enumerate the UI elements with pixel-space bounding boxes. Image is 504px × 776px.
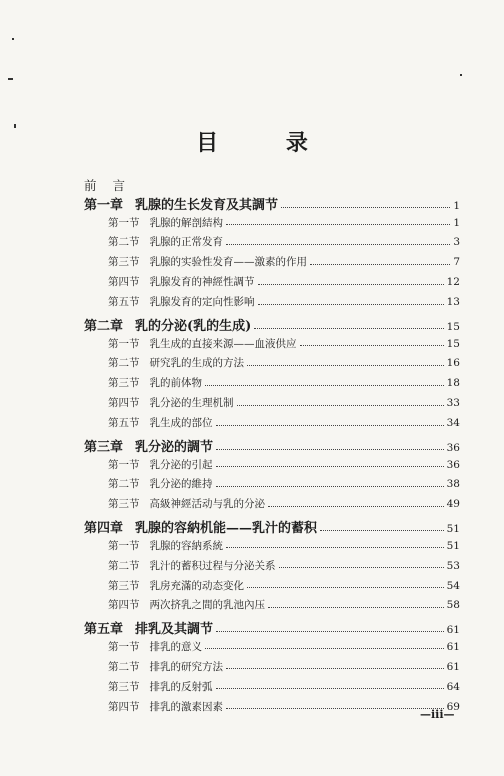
section-title: 乳生成的直接来源——血液供应: [149, 337, 297, 350]
section-page: 64: [446, 680, 460, 693]
section-number: 第一节: [108, 640, 140, 653]
section-number: 第一节: [108, 216, 140, 229]
section-title: 两次挤乳之間的乳池內压: [149, 599, 265, 612]
section-number: 第二节: [108, 559, 140, 572]
section-title: 排乳的反射弧: [149, 680, 213, 693]
toc-section-entry: [108, 336, 460, 351]
chapter-title: 排乳及其調节: [135, 622, 214, 638]
toc-section-entry: [108, 254, 460, 269]
section-page: 7: [453, 256, 460, 269]
chapter-page: 1: [453, 200, 460, 212]
leader-dots: [254, 318, 443, 328]
toc-section-entry: [108, 679, 460, 694]
toc-chapter-entry: [84, 517, 460, 536]
toc-section-entry: [108, 578, 460, 593]
section-number: 第二节: [108, 236, 140, 249]
toc-section-entry: [108, 234, 460, 249]
section-number: 第二节: [108, 357, 140, 370]
chapter-page: 15: [446, 321, 460, 333]
toc-section-entry: [108, 415, 460, 430]
leader-dots: [226, 661, 444, 669]
section-number: 第三节: [108, 579, 140, 592]
preface-entry: 前 言: [84, 178, 131, 193]
leader-dots: [216, 479, 444, 487]
toc-section-entry: [108, 496, 460, 511]
section-page: 34: [446, 417, 460, 430]
leader-dots: [268, 499, 444, 507]
section-page: 15: [446, 337, 460, 350]
toc-section-entry: [108, 558, 460, 573]
scan-speck: [8, 78, 13, 80]
leader-dots: [216, 439, 444, 449]
section-number: 第三节: [108, 498, 140, 511]
toc-section-entry: [108, 597, 460, 612]
toc-section-entry: [108, 274, 460, 289]
leader-dots: [226, 701, 444, 709]
section-page: 38: [446, 478, 460, 491]
section-number: 第四节: [108, 397, 140, 410]
section-title: 乳分泌的引起: [149, 458, 213, 471]
section-page: 51: [446, 539, 460, 552]
leader-dots: [258, 296, 444, 304]
leader-dots: [226, 540, 444, 548]
toc-section-entry: [108, 395, 460, 410]
section-title: 排乳的意义: [149, 640, 202, 653]
scan-speck: [460, 74, 462, 76]
toc-section-entry: [108, 476, 460, 491]
section-title: 乳腺的正常发育: [149, 236, 223, 249]
chapter-number: 第四章: [84, 521, 124, 537]
chapter-title: 乳腺的生长发育及其調节: [135, 198, 279, 213]
leader-dots: [320, 521, 444, 531]
section-title: 乳腺的容納系統: [149, 539, 223, 552]
section-title: 乳腺发育的定向性影响: [149, 296, 255, 309]
section-title: 乳腺的解剖結构: [149, 216, 223, 229]
leader-dots: [237, 398, 444, 406]
section-title: 高級神經活动与乳的分泌: [149, 498, 265, 511]
chapter-number: 第一章: [84, 198, 124, 213]
leader-dots: [226, 237, 450, 245]
toc-section-entry: [108, 294, 460, 309]
section-number: 第二节: [108, 660, 140, 673]
toc-chapter-entry: [84, 436, 460, 455]
toc-section-entry: [108, 538, 460, 553]
section-title: 乳房充滿的动态变化: [149, 579, 244, 592]
toc-chapter-entry: [84, 194, 460, 213]
section-title: 研究乳的生成的方法: [149, 357, 244, 370]
section-number: 第四节: [108, 599, 140, 612]
chapter-title: 乳的分泌(乳的生成): [135, 319, 252, 334]
leader-dots: [279, 560, 444, 568]
section-page: 49: [446, 498, 460, 511]
chapter-title: 乳分泌的調节: [135, 440, 214, 455]
toc-section-entry: [108, 215, 460, 230]
page-number: —iii—: [420, 708, 455, 721]
leader-dots: [216, 417, 444, 425]
toc-section-entry: [108, 355, 460, 370]
leader-dots: [258, 277, 444, 285]
chapter-number: 第二章: [84, 319, 124, 334]
scan-speck: [12, 38, 14, 40]
leader-dots: [216, 459, 444, 467]
section-page: 16: [446, 357, 460, 370]
toc-section-entry: [108, 699, 460, 714]
section-title: 乳腺的实验性发育——激素的作用: [149, 256, 307, 269]
section-number: 第一节: [108, 458, 140, 471]
chapter-title: 乳腺的容納机能——乳汁的蓄积: [135, 521, 318, 537]
section-title: 乳腺发育的神經性調节: [149, 276, 255, 289]
leader-dots: [300, 338, 444, 346]
chapter-page: 61: [446, 624, 460, 637]
section-page: 36: [446, 458, 460, 471]
section-page: 53: [446, 559, 460, 572]
section-page: 13: [446, 296, 460, 309]
section-title: 乳分泌的維持: [149, 478, 213, 491]
leader-dots: [205, 641, 444, 649]
section-page: 33: [446, 397, 460, 410]
leader-dots: [268, 600, 444, 608]
section-number: 第一节: [108, 539, 140, 552]
section-page: 3: [453, 236, 460, 249]
section-title: 排乳的研究方法: [149, 660, 223, 673]
section-number: 第五节: [108, 417, 140, 430]
chapter-page: 36: [446, 442, 460, 454]
toc-title: 目 录: [196, 130, 338, 156]
section-title: 乳的前体物: [149, 377, 202, 390]
section-number: 第三节: [108, 377, 140, 390]
section-title: 乳生成的部位: [149, 417, 213, 430]
section-number: 第一节: [108, 337, 140, 350]
section-page: 61: [446, 660, 460, 673]
leader-dots: [310, 257, 450, 265]
chapter-number: 第三章: [84, 440, 124, 455]
section-page: 69: [446, 700, 460, 713]
section-number: 第三节: [108, 256, 140, 269]
leader-dots: [281, 197, 450, 207]
leader-dots: [247, 580, 444, 588]
chapter-number: 第五章: [84, 622, 124, 638]
section-number: 第五节: [108, 296, 140, 309]
toc-section-entry: [108, 659, 460, 674]
toc-chapter-entry: [84, 618, 460, 637]
section-page: 1: [453, 216, 460, 229]
section-page: 18: [446, 377, 460, 390]
section-number: 第四节: [108, 700, 140, 713]
section-title: 乳汁的蓄积过程与分泌关系: [149, 559, 276, 572]
toc-section-entry: [108, 375, 460, 390]
section-title: 乳分泌的生理机制: [149, 397, 234, 410]
section-number: 第二节: [108, 478, 140, 491]
section-page: 61: [446, 640, 460, 653]
chapter-page: 51: [446, 523, 460, 536]
toc-chapter-entry: [84, 315, 460, 334]
section-page: 54: [446, 579, 460, 592]
section-page: 12: [446, 276, 460, 289]
leader-dots: [247, 358, 444, 366]
toc-section-entry: [108, 457, 460, 472]
leader-dots: [226, 217, 450, 225]
section-number: 第三节: [108, 680, 140, 693]
section-number: 第四节: [108, 276, 140, 289]
leader-dots: [216, 622, 444, 632]
toc-section-entry: [108, 639, 460, 654]
leader-dots: [205, 378, 444, 386]
leader-dots: [216, 681, 444, 689]
section-title: 排乳的激素因素: [149, 700, 223, 713]
section-page: 58: [446, 599, 460, 612]
